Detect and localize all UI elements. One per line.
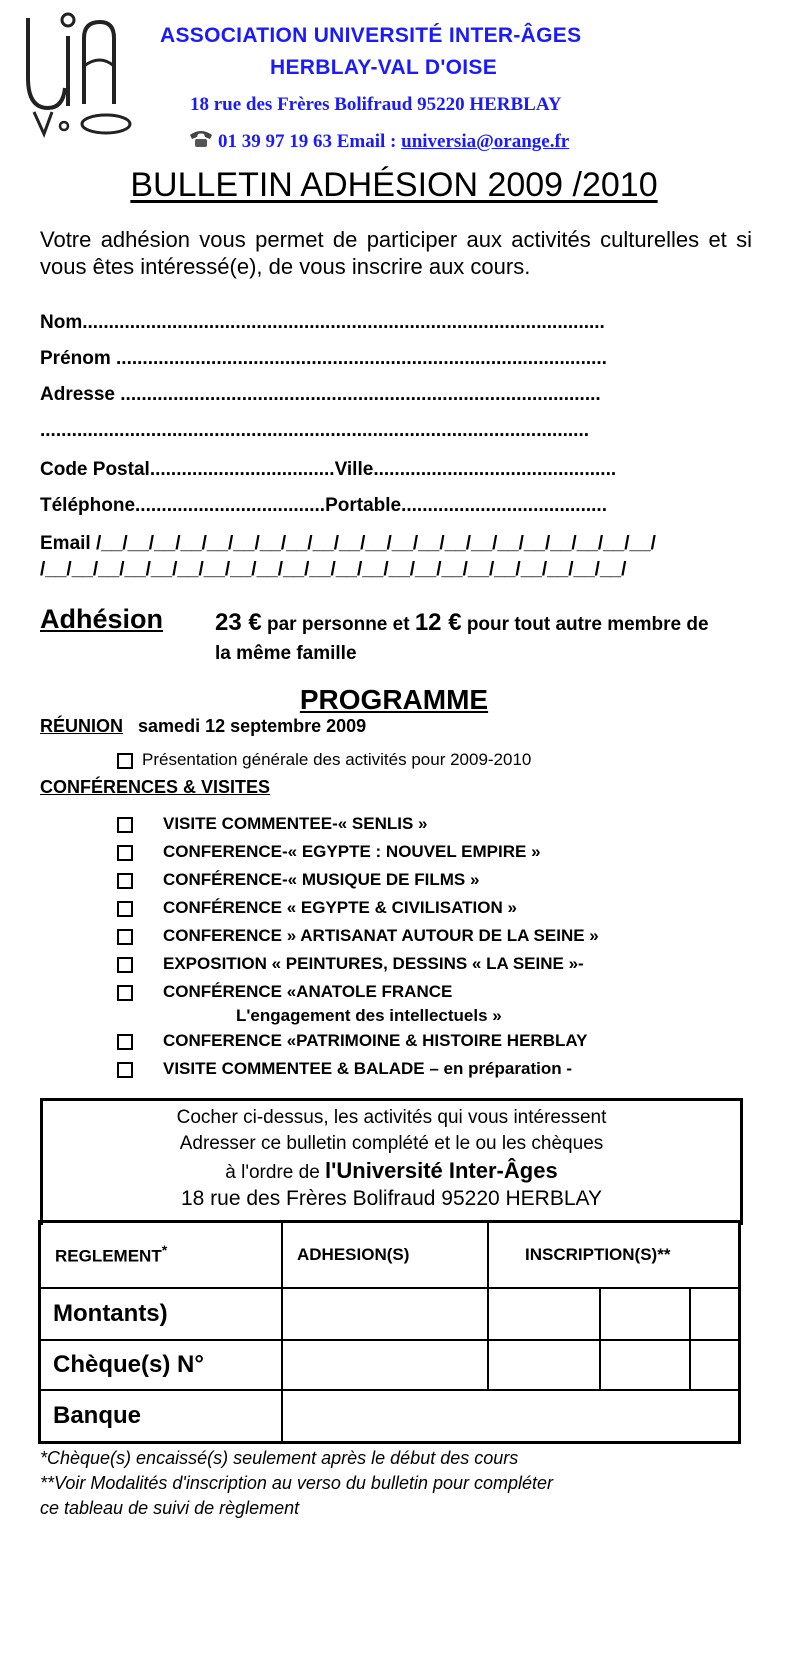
conferences-heading: [40, 777, 270, 798]
activity-5: CONFERENCE » ARTISANAT AUTOUR DE LA SEINE »: [163, 926, 599, 945]
header-reglement-sup: *: [161, 1242, 168, 1259]
price-per-person: 23 €: [215, 609, 262, 636]
row-banque-label: Banque: [40, 1390, 283, 1443]
field-nom[interactable]: Nom...................................................................................................: [40, 312, 605, 333]
uia-logo: [18, 8, 148, 140]
field-prenom[interactable]: Prénom .............................................................................................: [40, 348, 607, 369]
field-prenom-label: Prénom: [40, 348, 111, 369]
instructions-line3-prefix: à l'ordre de: [225, 1162, 326, 1183]
instructions-line4: 18 rue des Frères Bolifraud 95220 HERBLAY: [180, 1187, 602, 1210]
phone-icon: [188, 129, 214, 149]
activity-9: VISITE COMMENTEE & BALADE – en préparation -: [163, 1059, 572, 1078]
payee-name: l'Université Inter-Âges: [325, 1158, 558, 1183]
adhesion-label: Adhésion: [40, 604, 164, 634]
email-link[interactable]: universia@orange.fr: [401, 131, 570, 152]
instructions-line2: Adresser ce bulletin complété et le ou les chèques: [179, 1133, 604, 1154]
conferences-label: CONFÉRENCES & VISITES: [40, 777, 271, 797]
association-name-line2: HERBLAY-VAL D'OISE: [270, 56, 498, 79]
header-inscription: INSCRIPTION(S)**: [488, 1222, 740, 1288]
instructions-line3: [43, 1158, 740, 1184]
table-row: [40, 1288, 740, 1340]
activity-4: CONFÉRENCE « EGYPTE & CIVILISATION »: [163, 898, 517, 917]
programme-title: PROGRAMME: [299, 684, 489, 715]
cell-cheques-adhesion[interactable]: [282, 1340, 488, 1390]
activity-3: CONFÉRENCE-« MUSIQUE DE FILMS »: [163, 870, 480, 889]
header-adhesion: ADHESION(S): [282, 1222, 488, 1288]
instructions-box: [40, 1098, 743, 1225]
cell-montants-inscription-1[interactable]: [488, 1288, 600, 1340]
adhesion-text1: par personne et: [261, 614, 415, 635]
association-address: 18 rue des Frères Bolifraud 95220 HERBLAY: [190, 94, 562, 115]
activity-8: CONFERENCE «PATRIMOINE & HISTOIRE HERBLAY: [163, 1031, 588, 1050]
activity-7-line2: L'engagement des intellectuels »: [236, 1006, 502, 1025]
checkbox-activity-1[interactable]: [117, 817, 133, 833]
table-row: [40, 1340, 740, 1390]
reunion-label: RÉUNION: [40, 716, 124, 736]
checkbox-activity-2[interactable]: [117, 845, 133, 861]
instructions-line1: Cocher ci-dessus, les activités qui vous intéressent: [176, 1107, 607, 1128]
checkbox-activity-8[interactable]: [117, 1034, 133, 1050]
cell-cheques-inscription-2[interactable]: [600, 1340, 690, 1390]
field-email[interactable]: [40, 533, 656, 555]
cell-montants-inscription-3[interactable]: [690, 1288, 740, 1340]
cell-cheques-inscription-3[interactable]: [690, 1340, 740, 1390]
table-header-row: [40, 1222, 740, 1288]
checkbox-activity-6[interactable]: [117, 957, 133, 973]
row-montants-label: Montants): [40, 1288, 283, 1340]
checkbox-reunion[interactable]: [117, 753, 133, 769]
adhesion-pricing: [215, 608, 715, 668]
reunion-heading: [40, 716, 366, 737]
cell-banque[interactable]: [282, 1390, 740, 1443]
checkbox-activity-7[interactable]: [117, 985, 133, 1001]
adhesion-text2: pour tout autre membre de la même famille: [215, 614, 709, 664]
checkbox-activity-4[interactable]: [117, 901, 133, 917]
cell-montants-inscription-2[interactable]: [600, 1288, 690, 1340]
row-cheques-label: Chèque(s) N°: [40, 1340, 283, 1390]
footnote-1: *Chèque(s) encaissé(s) seulement après le début des cours: [40, 1448, 519, 1468]
table-row: [40, 1390, 740, 1443]
reunion-item: Présentation générale des activités pour 2009-2010: [142, 750, 532, 769]
field-nom-label: Nom: [40, 312, 83, 333]
footnote-2: **Voir Modalités d'inscription au verso du bulletin pour compléter: [40, 1473, 554, 1493]
page-title: BULLETIN ADHÉSION 2009 /2010: [130, 166, 658, 204]
field-email-line2[interactable]: [40, 559, 626, 581]
price-family-member: 12 €: [414, 609, 462, 636]
email-slots-line2: /__/__/__/__/__/__/__/__/__/__/__/__/__/__/__/__/__/__/__/__/__/__/: [40, 559, 627, 580]
field-portable-label: Portable: [325, 495, 402, 516]
contact-line: [218, 131, 569, 153]
field-adresse-label: Adresse: [40, 384, 115, 405]
phone-text: 01 39 97 19 63 Email :: [218, 131, 402, 152]
field-telephone-portable[interactable]: Téléphone....................................Portable.......................................: [40, 495, 607, 516]
footnotes: [40, 1446, 553, 1521]
payment-table: [38, 1220, 741, 1444]
reunion-date: samedi 12 septembre 2009: [138, 716, 367, 736]
field-code-postal-ville[interactable]: Code Postal...................................Ville..............................................: [40, 459, 617, 480]
email-slots-line1: /__/__/__/__/__/__/__/__/__/__/__/__/__/__/__/__/__/__/__/__/__/: [95, 533, 656, 554]
checkbox-activity-5[interactable]: [117, 929, 133, 945]
footnote-3: ce tableau de suivi de règlement: [40, 1498, 300, 1518]
cell-montants-adhesion[interactable]: [282, 1288, 488, 1340]
activity-1: VISITE COMMENTEE-« SENLIS »: [163, 814, 428, 833]
header-reglement-label: REGLEMENT: [55, 1246, 162, 1266]
activity-6: EXPOSITION « PEINTURES, DESSINS « LA SEINE »-: [163, 954, 584, 973]
field-telephone-label: Téléphone: [40, 495, 136, 516]
activity-2: CONFERENCE-« EGYPTE : NOUVEL EMPIRE »: [163, 842, 541, 861]
header-reglement: [40, 1222, 283, 1288]
intro-paragraph: Votre adhésion vous permet de participer aux activités culturelles et si vous êtes intéressé(e), de vous inscrire aux cours.: [40, 227, 752, 279]
checkbox-activity-9[interactable]: [117, 1062, 133, 1078]
field-adresse[interactable]: Adresse ...........................................................................................: [40, 384, 601, 405]
activity-7: CONFÉRENCE «ANATOLE FRANCE: [163, 982, 453, 1001]
cell-cheques-inscription-1[interactable]: [488, 1340, 600, 1390]
field-code-postal-label: Code Postal: [40, 459, 150, 480]
association-name-line1: ASSOCIATION UNIVERSITÉ INTER-ÂGES: [160, 24, 582, 47]
field-email-label: Email: [40, 533, 91, 554]
field-adresse-line2[interactable]: ........................................................................................................: [40, 420, 589, 441]
field-ville-label: Ville: [334, 459, 374, 480]
checkbox-activity-3[interactable]: [117, 873, 133, 889]
